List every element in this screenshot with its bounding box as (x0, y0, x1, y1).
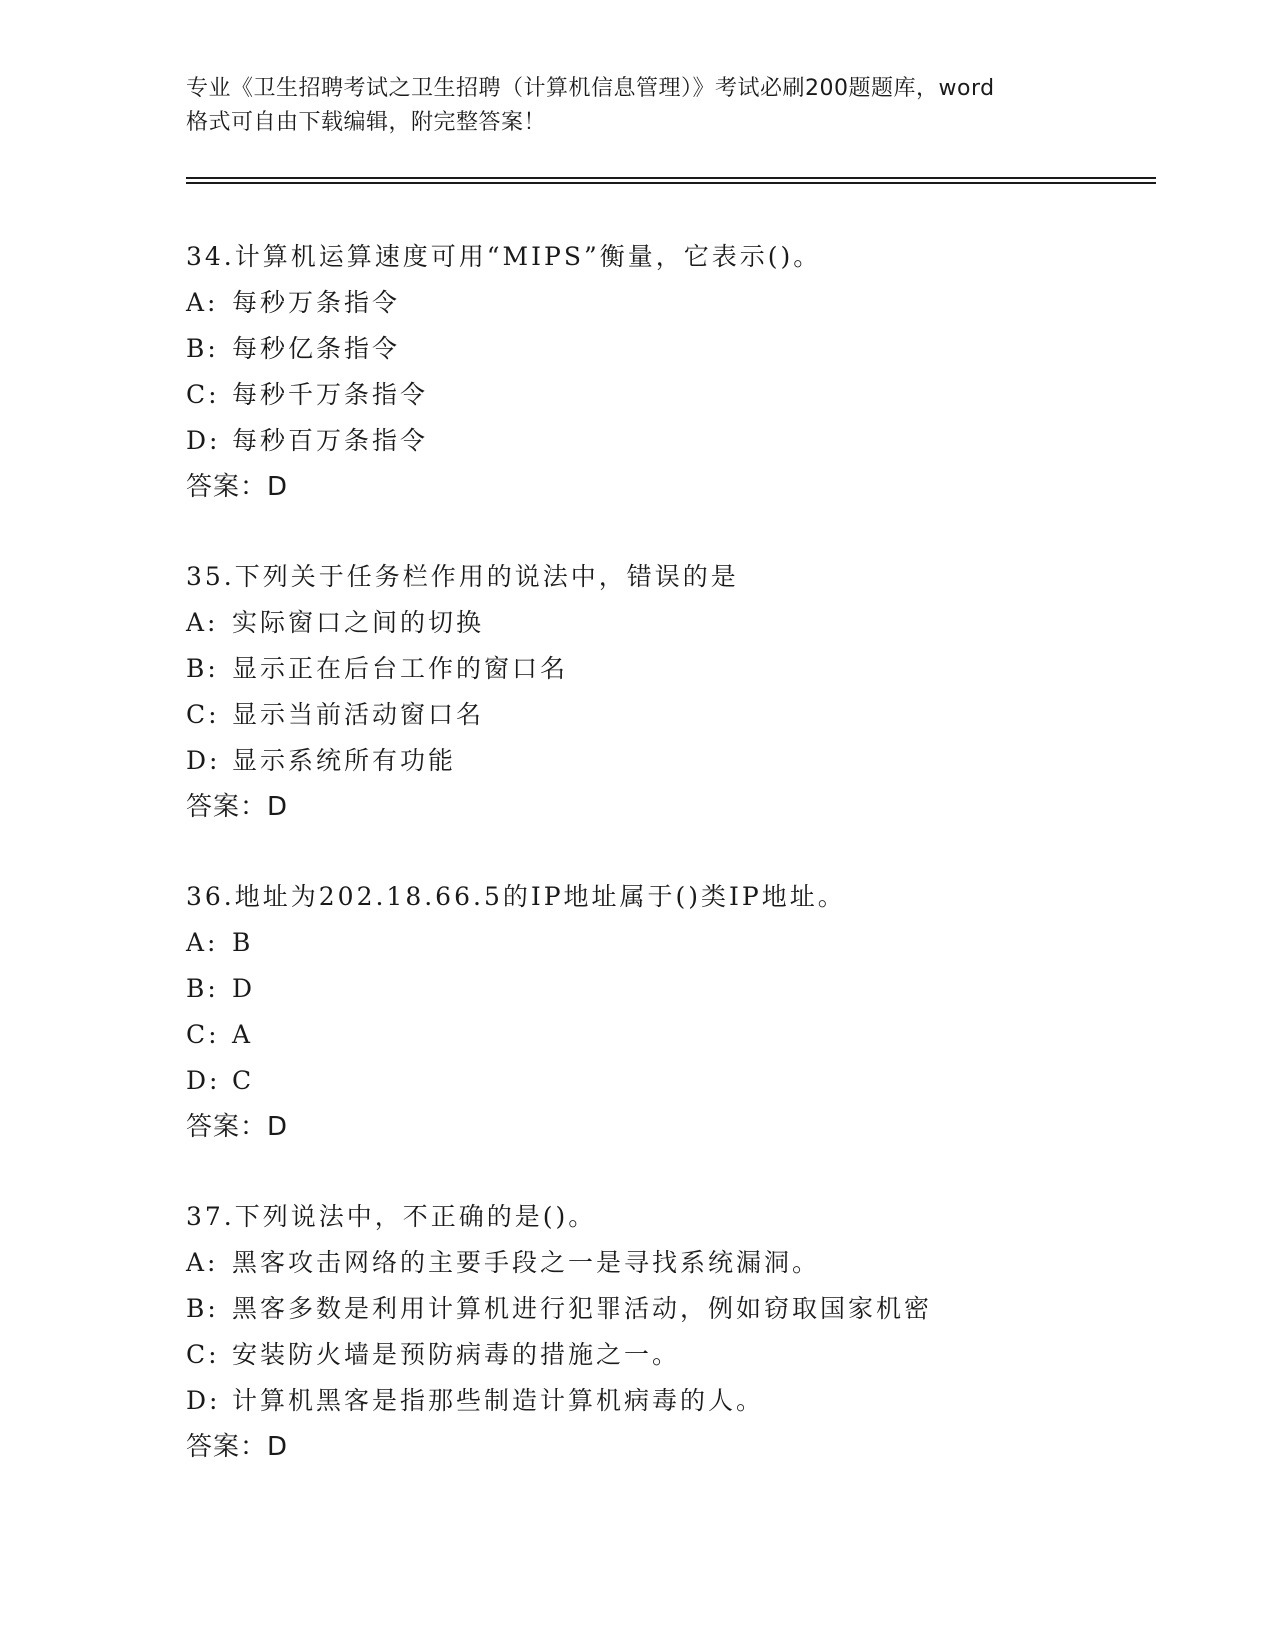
option-d (186, 1378, 1186, 1424)
question-stem: 36.地址为202.18.66.5的IP地址属于()类IP地址。 (186, 882, 846, 911)
option-text: 每秒百万条指令 (232, 426, 429, 455)
option-d (186, 418, 1186, 464)
option-letter: C: (186, 1340, 220, 1369)
header-line-1: 专业《卫生招聘考试之卫生招聘（计算机信息管理）》考试必刷200题题库，word (186, 76, 995, 101)
document-header (186, 72, 1106, 140)
option-d (186, 1058, 1186, 1104)
option-c (186, 1332, 1186, 1378)
option-text: 显示系统所有功能 (232, 746, 457, 775)
header-divider-bottom (186, 182, 1156, 184)
option-letter: C: (186, 700, 220, 729)
header-line-2: 格式可自由下载编辑，附完整答案！ (186, 110, 547, 135)
option-text: 显示正在后台工作的窗口名 (232, 654, 569, 683)
option-text: 显示当前活动窗口名 (232, 700, 485, 729)
option-text: 黑客攻击网络的主要手段之一是寻找系统漏洞。 (232, 1248, 821, 1277)
question-stem: 35.下列关于任务栏作用的说法中，错误的是 (186, 562, 739, 591)
option-letter: A: (186, 1248, 219, 1277)
question-35 (186, 554, 1186, 830)
option-text: A (232, 1020, 254, 1049)
option-text: 安装防火墙是预防病毒的措施之一。 (232, 1340, 681, 1369)
option-a (186, 1240, 1186, 1286)
question-stem: 34.计算机运算速度可用“MIPS”衡量，它表示()。 (186, 242, 822, 271)
question-34 (186, 234, 1186, 510)
option-b (186, 326, 1186, 372)
option-text: 每秒千万条指令 (232, 380, 429, 409)
option-c (186, 372, 1186, 418)
option-a (186, 280, 1186, 326)
answer-label: 答案：D (186, 1432, 289, 1462)
option-b (186, 646, 1186, 692)
option-letter: C: (186, 1020, 220, 1049)
option-letter: B: (186, 654, 219, 683)
option-letter: A: (186, 928, 219, 957)
option-letter: B: (186, 334, 219, 363)
option-b (186, 966, 1186, 1012)
option-letter: B: (186, 1294, 219, 1323)
answer-label: 答案：D (186, 472, 289, 502)
option-c (186, 1012, 1186, 1058)
option-letter: A: (186, 608, 219, 637)
header-divider-top (186, 177, 1156, 179)
option-text: 每秒万条指令 (232, 288, 401, 317)
option-letter: D: (186, 426, 221, 455)
option-text: 计算机黑客是指那些制造计算机病毒的人。 (232, 1386, 765, 1415)
option-b (186, 1286, 1186, 1332)
option-letter: A: (186, 288, 219, 317)
option-text: D (232, 974, 256, 1003)
answer-label: 答案：D (186, 1112, 289, 1142)
answer-label: 答案：D (186, 792, 289, 822)
option-text: 实际窗口之间的切换 (232, 608, 485, 637)
option-d (186, 738, 1186, 784)
option-c (186, 692, 1186, 738)
option-letter: D: (186, 746, 221, 775)
option-a (186, 920, 1186, 966)
option-text: 每秒亿条指令 (232, 334, 401, 363)
question-stem: 37.下列说法中，不正确的是()。 (186, 1202, 597, 1231)
option-letter: C: (186, 380, 220, 409)
option-a (186, 600, 1186, 646)
option-letter: D: (186, 1386, 221, 1415)
option-text: 黑客多数是利用计算机进行犯罪活动，例如窃取国家机密 (232, 1294, 933, 1323)
option-text: B (232, 928, 254, 957)
question-37 (186, 1194, 1186, 1470)
option-text: C (232, 1066, 255, 1095)
question-36 (186, 874, 1186, 1150)
option-letter: D: (186, 1066, 221, 1095)
option-letter: B: (186, 974, 219, 1003)
